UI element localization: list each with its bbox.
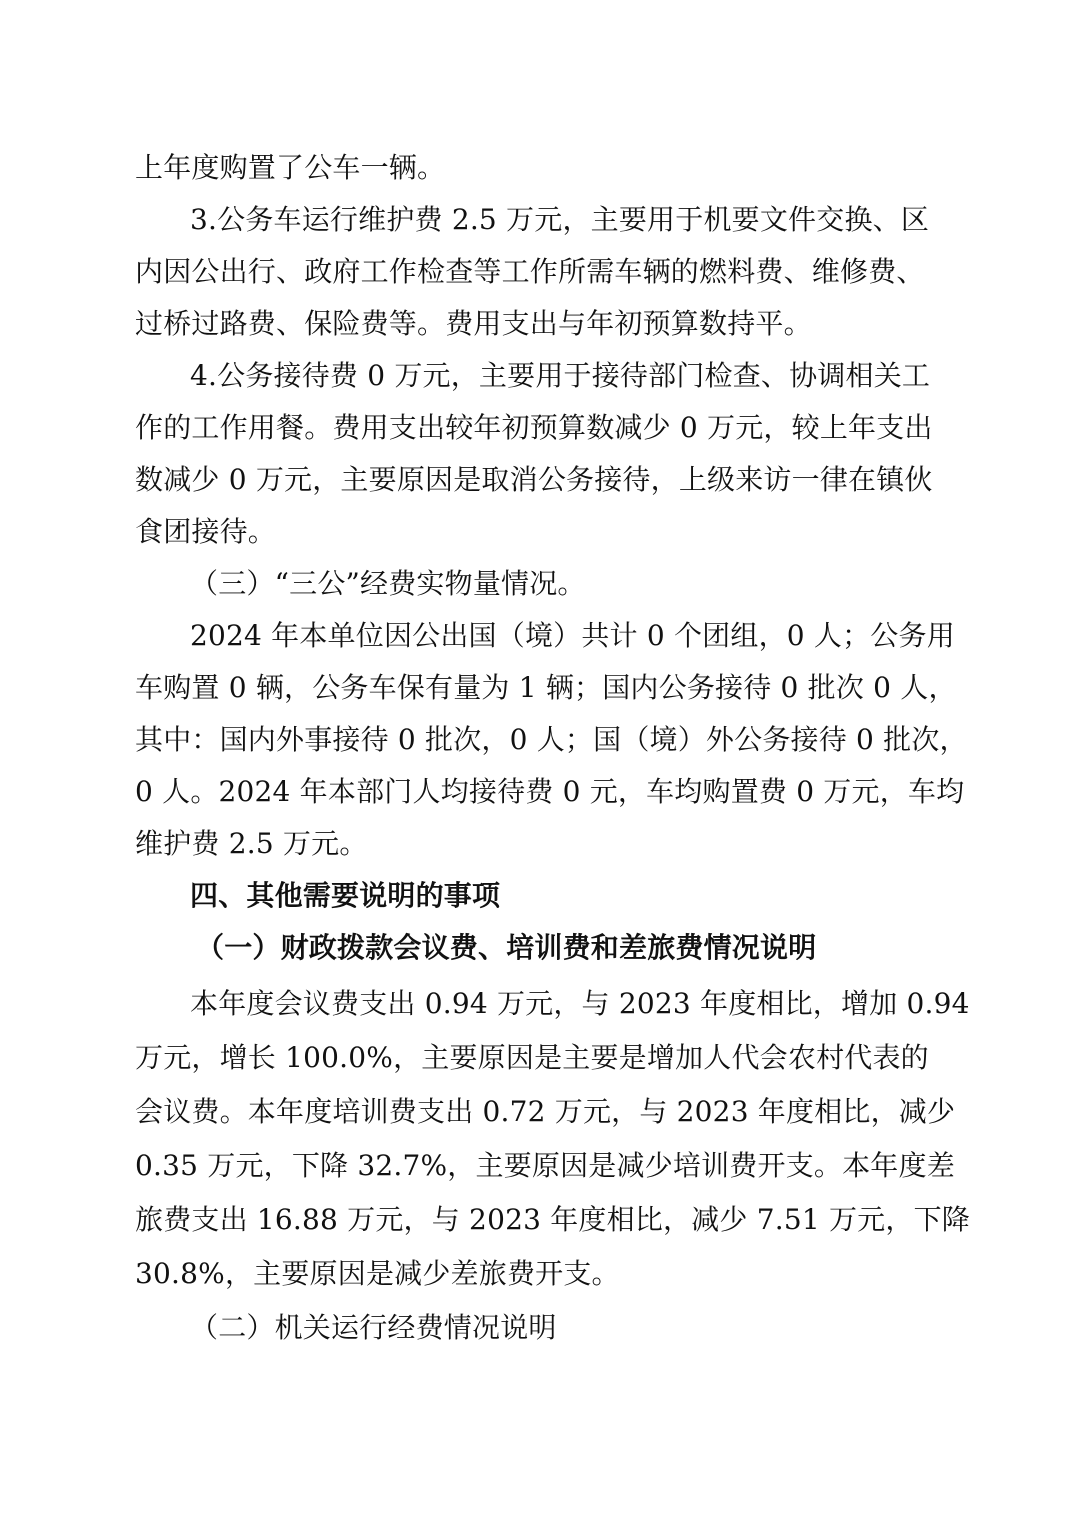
text-line: 数减少 0 万元，主要原因是取消公务接待，上级来访一律在镇伙 (135, 463, 933, 496)
text-line: 4.公务接待费 0 万元，主要用于接待部门检查、协调相关工 (190, 359, 931, 392)
text-line: 作的工作用餐。费用支出较年初预算数减少 0 万元，较上年支出 (135, 411, 933, 444)
text-line: 其中：国内外事接待 0 批次，0 人；国（境）外公务接待 0 批次， (135, 723, 968, 756)
text-line: 上年度购置了公车一辆。 (135, 151, 446, 184)
text-line: 0 人。2024 年本部门人均接待费 0 元，车均购置费 0 万元，车均 (135, 775, 965, 808)
text-line: 30.8%，主要原因是减少差旅费开支。 (135, 1257, 620, 1290)
text-line: 过桥过路费、保险费等。费用支出与年初预算数持平。 (135, 307, 812, 340)
section-subheading: （二）机关运行经费情况说明 (190, 1311, 557, 1344)
text-line: 维护费 2.5 万元。 (135, 827, 368, 860)
section-heading: 四、其他需要说明的事项 (190, 879, 501, 912)
text-line: 旅费支出 16.88 万元，与 2023 年度相比，减少 7.51 万元，下降 (135, 1203, 970, 1236)
text-line: 0.35 万元，下降 32.7%，主要原因是减少培训费开支。本年度差 (135, 1149, 955, 1182)
section-subheading: （一）财政拨款会议费、培训费和差旅费情况说明 (196, 931, 817, 964)
text-line: 2024 年本单位因公出国（境）共计 0 个团组，0 人；公务用 (190, 619, 955, 652)
section-subheading: （三）“三公”经费实物量情况。 (190, 567, 586, 600)
text-line: 本年度会议费支出 0.94 万元，与 2023 年度相比，增加 0.94 (190, 987, 970, 1020)
text-line: 车购置 0 辆，公务车保有量为 1 辆；国内公务接待 0 批次 0 人， (135, 671, 957, 704)
text-line: 万元，增长 100.0%，主要原因是主要是增加人代会农村代表的 (135, 1041, 929, 1074)
text-line: 内因公出行、政府工作检查等工作所需车辆的燃料费、维修费、 (135, 255, 925, 288)
text-line: 会议费。本年度培训费支出 0.72 万元，与 2023 年度相比，减少 (135, 1095, 956, 1128)
text-line: 3.公务车运行维护费 2.5 万元，主要用于机要文件交换、区 (190, 203, 930, 236)
text-line: 食团接待。 (135, 515, 277, 548)
